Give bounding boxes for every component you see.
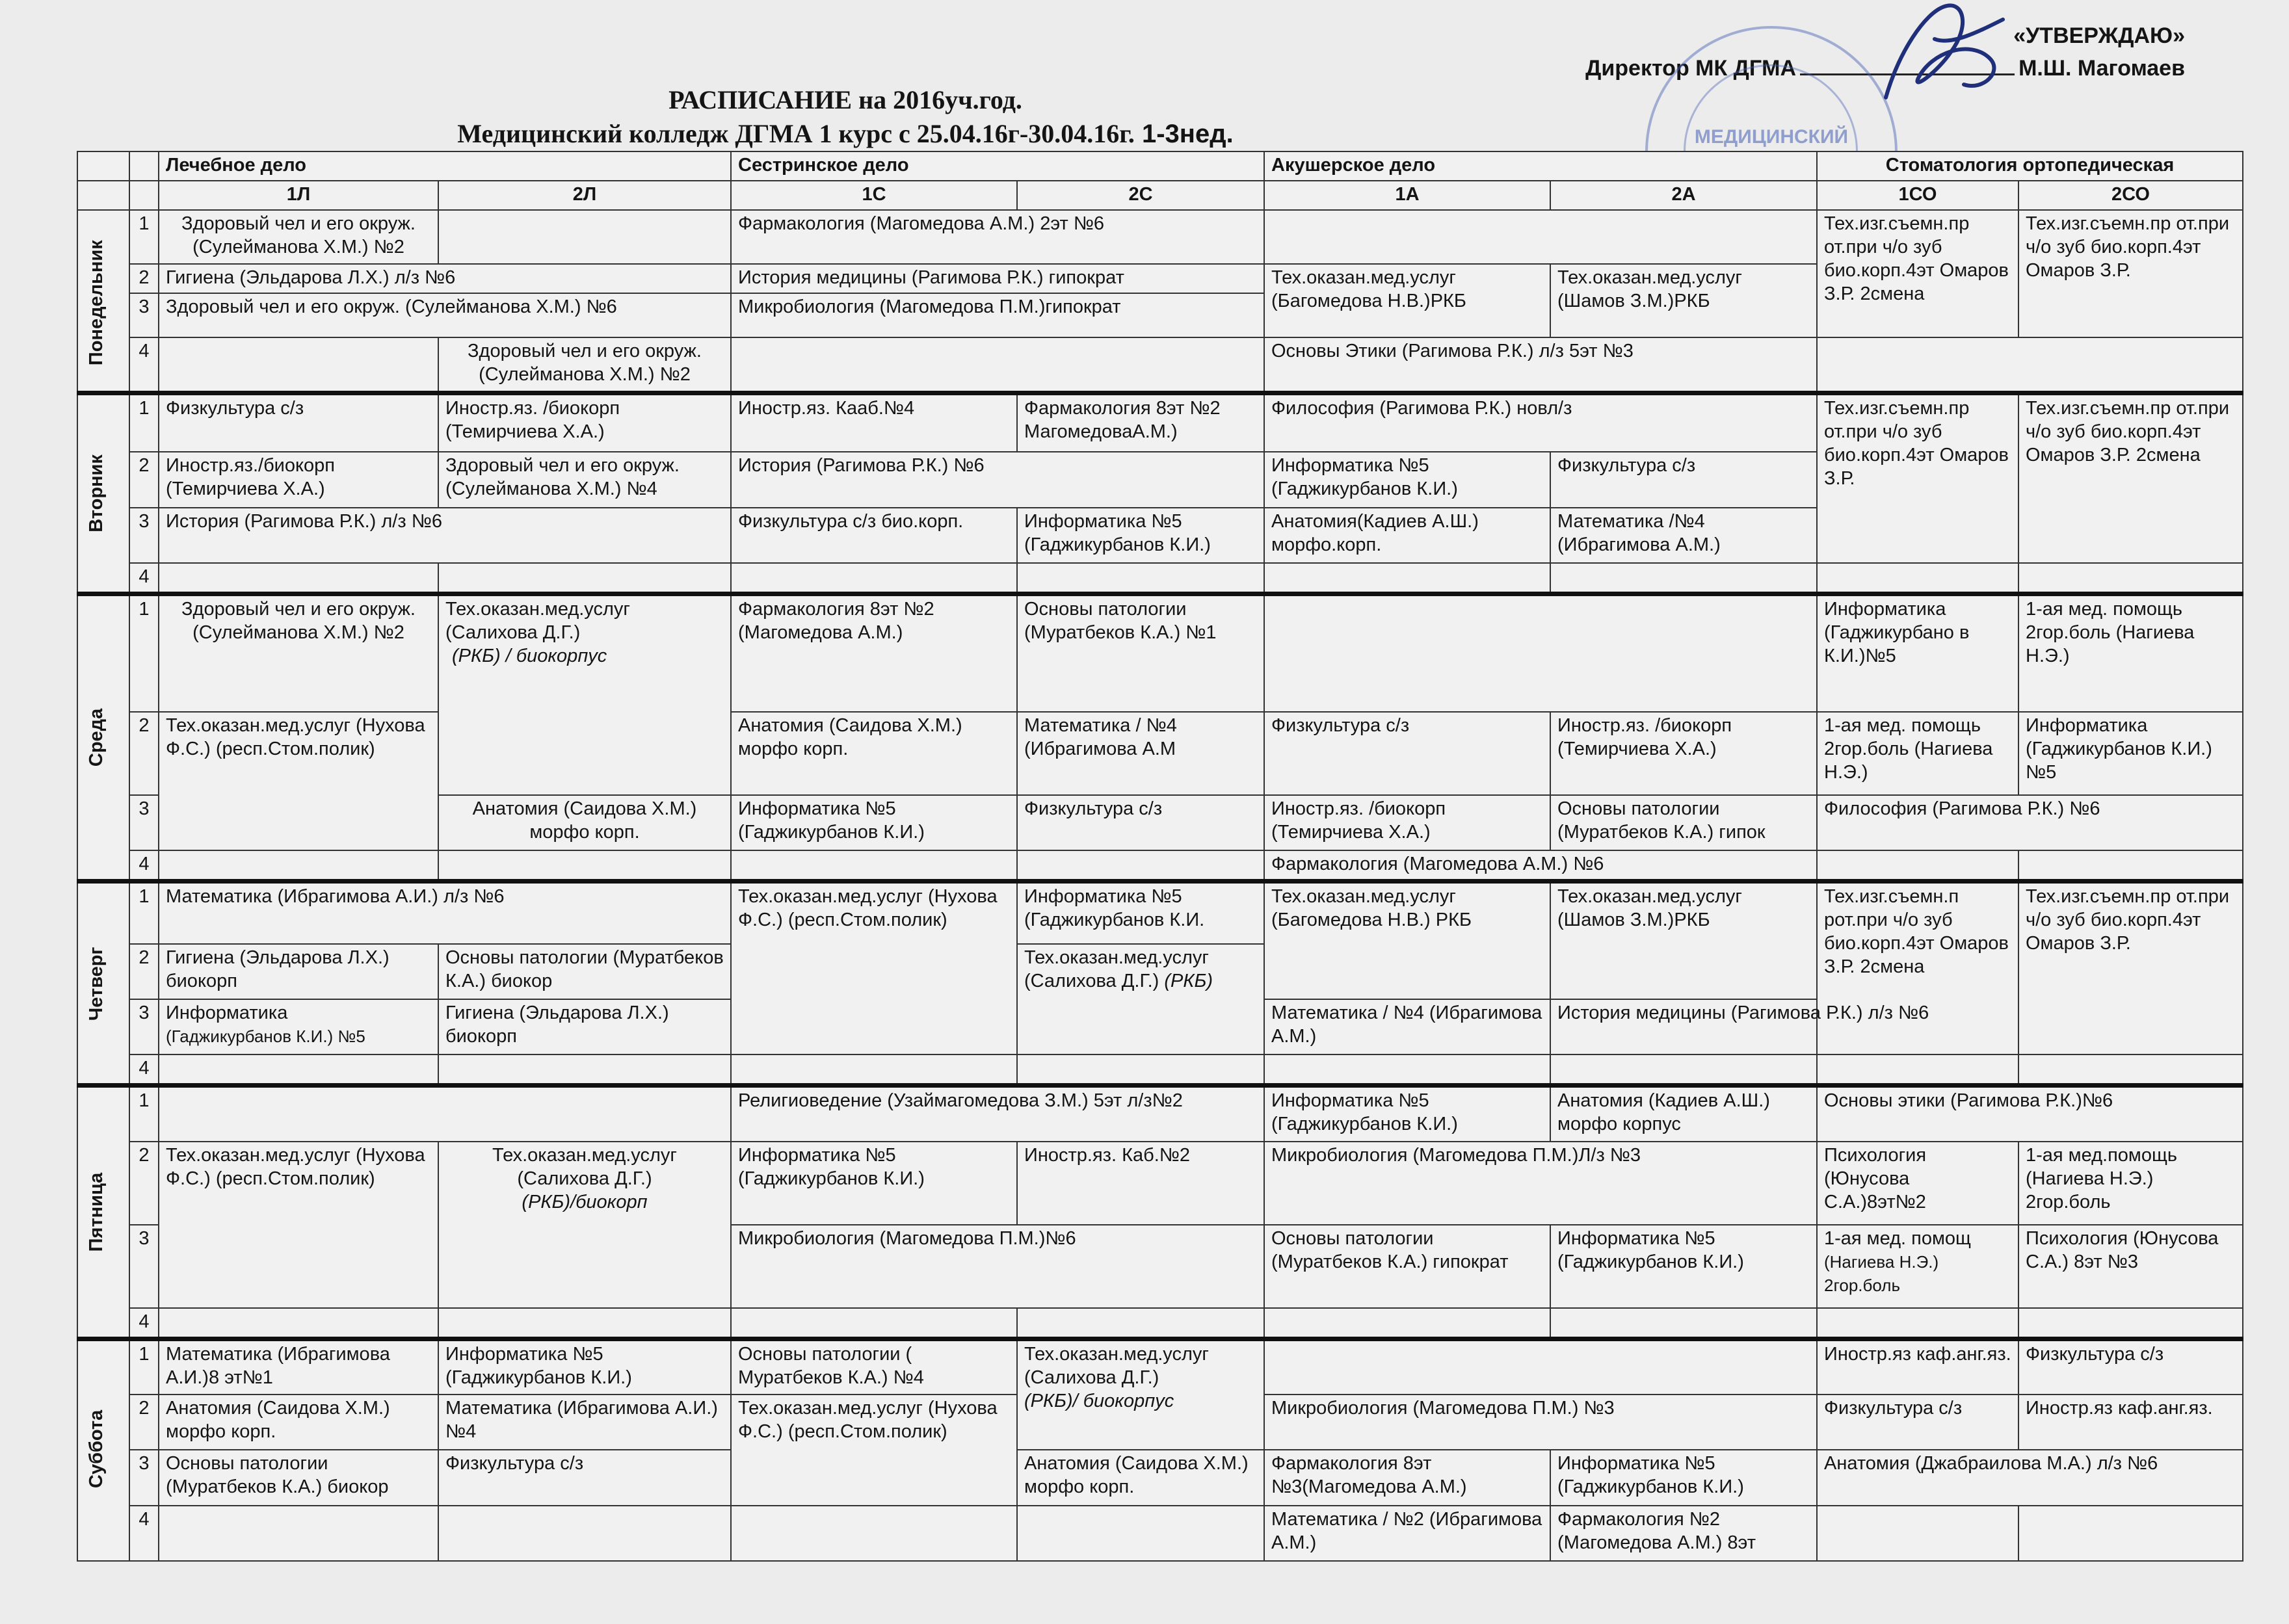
fri-4-1a xyxy=(1264,1308,1550,1339)
fri-4-1c xyxy=(731,1308,1017,1339)
thu-3-1l xyxy=(159,999,438,1054)
mon-1-1co: Тех.изг.съемн.пр от.при ч/о зуб био.корп.4эт Омаров З.Р. 2смена xyxy=(1817,210,2018,337)
lesson-num: 4 xyxy=(129,1054,159,1085)
mon-2-c: История медицины (Рагимова Р.К.) гипократ xyxy=(731,264,1264,293)
group-2co: 2СО xyxy=(2018,181,2243,210)
tue-2-1l: Иностр.яз./биокорп (Темирчиева Х.А.) xyxy=(159,452,438,507)
day-saturday: Суббота xyxy=(77,1339,129,1561)
thu-4-2c xyxy=(1017,1054,1264,1085)
thu-2-2c-text: Тех.оказан.мед.услуг (Салихова Д.Г.) xyxy=(1024,947,1209,991)
thu-1-l: Математика (Ибрагимова А.И.) л/з №6 xyxy=(159,882,731,944)
sat-1-2co: Физкультура с/з xyxy=(2018,1339,2243,1395)
lesson-num: 3 xyxy=(129,293,159,337)
thu-2-2c xyxy=(1017,944,1264,1055)
sat-2-2l: Математика (Ибрагимова А.И.)№4 xyxy=(438,1395,731,1450)
fri-row-2 xyxy=(77,1142,2243,1225)
sat-3-co: Анатомия (Джабраилова М.А.) л/з №6 xyxy=(1817,1450,2243,1505)
tue-3-1a: Анатомия(Кадиев А.Ш.) морфо.корп. xyxy=(1264,508,1550,563)
group-1c: 1С xyxy=(731,181,1017,210)
wed-1-1c: Фармакология 8эт №2 (Магомедова А.М.) xyxy=(731,594,1017,711)
thu-1-1a: Тех.оказан.мед.услуг (Багомедова Н.В.) РКБ xyxy=(1264,882,1550,999)
sat-row-4 xyxy=(77,1506,2243,1561)
thu-1-2a: Тех.оказан.мед.услуг (Шамов З.М.)РКБ xyxy=(1550,882,1817,999)
tue-3-2a: Математика /№4 (Ибрагимова А.М.) xyxy=(1550,508,1817,563)
lesson-num: 4 xyxy=(129,850,159,881)
tue-1-2co: Тех.изг.съемн.пр от.при ч/о зуб био.корп.4эт Омаров З.Р. 2смена xyxy=(2018,393,2243,563)
mon-4-1l xyxy=(159,337,438,393)
fri-1-1a: Информатика №5 (Гаджикурбанов К.И.) xyxy=(1264,1086,1550,1142)
thu-1-2c: Информатика №5 (Гаджикурбанов К.И. xyxy=(1017,882,1264,944)
wed-2-1c: Анатомия (Саидова Х.М.) морфо корп. xyxy=(731,712,1017,795)
fri-3-1co-teacher: (Нагиева Н.Э.) 2гор.боль xyxy=(1824,1251,1939,1295)
title-line-1: РАСПИСАНИЕ на 2016уч.год. xyxy=(668,85,1022,114)
fri-4-2co xyxy=(2018,1308,2243,1339)
tue-1-1co: Тех.изг.съемн.пр от.при ч/о зуб био.корп.4эт Омаров З.Р. xyxy=(1817,393,2018,563)
lesson-num: 4 xyxy=(129,563,159,594)
fri-3-1a: Основы патологии (Муратбеков К.А.) гипократ xyxy=(1264,1225,1550,1308)
sat-4-2c xyxy=(1017,1506,1264,1561)
fri-4-2a xyxy=(1550,1308,1817,1339)
sat-4-1l xyxy=(159,1506,438,1561)
fri-2-a: Микробиология (Магомедова П.М.)Л/з №3 xyxy=(1264,1142,1817,1225)
wed-1-2l xyxy=(438,594,731,794)
fri-3-1co xyxy=(1817,1225,2018,1308)
thu-4-1l xyxy=(159,1054,438,1085)
header-specialty-stomatology: Стоматология ортопедическая xyxy=(1817,151,2243,181)
fri-2-1l: Тех.оказан.мед.услуг (Нухова Ф.С.) (респ.Стом.полик) xyxy=(159,1142,438,1308)
lesson-num: 2 xyxy=(129,944,159,999)
sat-1-2c-text: Тех.оказан.мед.услуг (Салихова Д.Г.) xyxy=(1024,1343,1209,1388)
tue-2-2l: Здоровый чел и его окруж. (Сулейманова Х.М.) №4 xyxy=(438,452,731,507)
approval-position: Директор МК ДГМА xyxy=(1585,56,1797,81)
header-row-groups xyxy=(77,181,2243,210)
thu-4-1c xyxy=(731,1054,1017,1085)
wed-3-co: Философия (Рагимова Р.К.) №6 xyxy=(1817,795,2243,850)
group-2l: 2Л xyxy=(438,181,731,210)
approval-label: «УТВЕРЖДАЮ» xyxy=(2013,23,2185,48)
thu-3-2l: Гигиена (Эльдарова Л.Х.) биокорп xyxy=(438,999,731,1054)
lesson-num: 2 xyxy=(129,452,159,507)
thu-1-1co: Тех.изг.съемн.п рот.при ч/о зуб био.корп.4эт Омаров З.Р. 2смена xyxy=(1817,882,2018,1055)
fri-2-1co: Психология (Юнусова С.А.)8эт№2 xyxy=(1817,1142,2018,1225)
wed-4-2l xyxy=(438,850,731,881)
wed-4-2co xyxy=(2018,850,2243,881)
lesson-num: 2 xyxy=(129,1142,159,1225)
fri-3-c: Микробиология (Магомедова П.М.)№6 xyxy=(731,1225,1264,1308)
fri-2-2c: Иностр.яз. Каб.№2 xyxy=(1017,1142,1264,1225)
tue-4-2co xyxy=(2018,563,2243,594)
mon-row-1 xyxy=(77,210,2243,264)
sat-3-2l: Физкультура с/з xyxy=(438,1450,731,1505)
day-wednesday: Среда xyxy=(77,594,129,881)
wed-3-1a: Иностр.яз. /биокорп (Темирчиева Х.А.) xyxy=(1264,795,1550,850)
tue-2-1a: Информатика №5 (Гаджикурбанов К.И.) xyxy=(1264,452,1550,507)
title-line-2-text: Медицинский колледж ДГМА 1 курс с 25.04.16г-30.04.16г. xyxy=(457,119,1135,148)
lesson-num: 3 xyxy=(129,1225,159,1308)
wed-4-a: Фармакология (Магомедова А.М.) №6 xyxy=(1264,850,1817,881)
group-1a: 1А xyxy=(1264,181,1550,210)
sat-4-1a: Математика / №2 (Ибрагимова А.М.) xyxy=(1264,1506,1550,1561)
fri-1-2a: Анатомия (Кадиев А.Ш.) морфо корпус xyxy=(1550,1086,1817,1142)
tue-4-2c xyxy=(1017,563,1264,594)
thu-2-2l: Основы патологии (Муратбеков К.А.) биокор xyxy=(438,944,731,999)
wed-4-1l xyxy=(159,850,438,881)
sat-row-1 xyxy=(77,1339,2243,1395)
sat-1-2c-place: (РКБ)/ биокорпус xyxy=(1024,1390,1174,1411)
stamp-text: МЕДИЦИНСКИЙ xyxy=(1694,126,1849,148)
fri-row-4 xyxy=(77,1308,2243,1339)
tue-2-2a: Физкультура с/з xyxy=(1550,452,1817,507)
wed-1-2c: Основы патологии (Муратбеков К.А.) №1 xyxy=(1017,594,1264,711)
mon-2-1a: Тех.оказан.мед.услуг (Багомедова Н.В.)РКБ xyxy=(1264,264,1550,337)
sat-4-2co xyxy=(2018,1506,2243,1561)
lesson-num: 1 xyxy=(129,594,159,711)
title-line-2 xyxy=(0,117,1691,151)
tue-4-1a xyxy=(1264,563,1550,594)
mon-4-a: Основы Этики (Рагимова Р.К.) л/з 5эт №3 xyxy=(1264,337,1817,393)
tue-1-1l: Физкультура с/з xyxy=(159,393,438,452)
fri-1-l xyxy=(159,1086,731,1142)
header-corner xyxy=(77,151,129,181)
tue-1-2c: Фармакология 8эт №2 МагомедоваА.М.) xyxy=(1017,393,1264,452)
wed-3-1c: Информатика №5 (Гаджикурбанов К.И.) xyxy=(731,795,1017,850)
sat-1-2l: Информатика №5 (Гаджикурбанов К.И.) xyxy=(438,1339,731,1395)
tue-1-1c: Иностр.яз. Кааб.№4 xyxy=(731,393,1017,452)
lesson-num: 4 xyxy=(129,1308,159,1339)
thu-4-2co xyxy=(2018,1054,2243,1085)
mon-1-c: Фармакология (Магомедова А.М.) 2эт №6 xyxy=(731,210,1264,264)
wed-1-1l: Здоровый чел и его окруж. (Сулейманова Х.М.) №2 xyxy=(159,594,438,711)
header-specialty-akusherskoe: Акушерское дело xyxy=(1264,151,1817,181)
sat-row-3 xyxy=(77,1450,2243,1505)
sat-2-1co: Физкультура с/з xyxy=(1817,1395,2018,1450)
wed-2-1a: Физкультура с/з xyxy=(1264,712,1550,795)
sat-3-1l: Основы патологии (Муратбеков К.А.) биокор xyxy=(159,1450,438,1505)
approval-name: М.Ш. Магомаев xyxy=(2018,56,2185,81)
wed-1-1co: Информатика (Гаджикурбано в К.И.)№5 xyxy=(1817,594,2018,711)
lesson-num: 3 xyxy=(129,1450,159,1505)
group-1co: 1СО xyxy=(1817,181,2018,210)
mon-1-1l: Здоровый чел и его окруж. (Сулейманова Х.М.) №2 xyxy=(159,210,438,264)
mon-4-2l: Здоровый чел и его окруж. (Сулейманова Х.М.) №2 xyxy=(438,337,731,393)
mon-4-co xyxy=(1817,337,2243,393)
mon-3-c: Микробиология (Магомедова П.М.)гипократ xyxy=(731,293,1264,337)
thu-4-2a xyxy=(1550,1054,1817,1085)
mon-row-4 xyxy=(77,337,2243,393)
sat-1-1c: Основы патологии ( Муратбеков К.А.) №4 xyxy=(731,1339,1017,1395)
thu-row-1 xyxy=(77,882,2243,944)
thu-4-1co xyxy=(1817,1054,2018,1085)
tue-3-2c: Информатика №5 (Гаджикурбанов К.И.) xyxy=(1017,508,1264,563)
mon-3-l: Здоровый чел и его окруж. (Сулейманова Х.М.) №6 xyxy=(159,293,731,337)
sat-2-a: Микробиология (Магомедова П.М.) №3 xyxy=(1264,1395,1817,1450)
fri-2-1c: Информатика №5 (Гаджикурбанов К.И.) xyxy=(731,1142,1017,1225)
fri-2-2l-text: Тех.оказан.мед.услуг (Салихова Д.Г.) xyxy=(492,1144,677,1189)
wed-3-2l: Анатомия (Саидова Х.М.) морфо корп. xyxy=(438,795,731,850)
thu-1-2co: Тех.изг.съемн.пр от.при ч/о зуб био.корп.4эт Омаров З.Р. xyxy=(2018,882,2243,1055)
header-corner-num-2 xyxy=(129,181,159,210)
wed-4-2c xyxy=(1017,850,1264,881)
sat-1-1co: Иностр.яз каф.анг.яз. xyxy=(1817,1339,2018,1395)
wed-2-2co: Информатика (Гаджикурбанов К.И.)№5 xyxy=(2018,712,2243,795)
sat-4-2l xyxy=(438,1506,731,1561)
fri-4-1co xyxy=(1817,1308,2018,1339)
day-friday: Пятница xyxy=(77,1086,129,1339)
header-specialty-sestrinskoe: Сестринское дело xyxy=(731,151,1264,181)
sat-4-1co xyxy=(1817,1506,2018,1561)
document-title xyxy=(0,83,1691,151)
sat-2-1c: Тех.оказан.мед.услуг (Нухова Ф.С.) (респ.Стом.полик) xyxy=(731,1395,1017,1506)
fri-row-1 xyxy=(77,1086,2243,1142)
thu-1-1c: Тех.оказан.мед.услуг (Нухова Ф.С.) (респ.Стом.полик) xyxy=(731,882,1017,1055)
fri-3-2a: Информатика №5 (Гаджикурбанов К.И.) xyxy=(1550,1225,1817,1308)
wed-1-2l-text: Тех.оказан.мед.услуг (Салихова Д.Г.) xyxy=(445,598,630,643)
lesson-num: 3 xyxy=(129,795,159,850)
tue-1-a: Философия (Рагимова Р.К.) новл/з xyxy=(1264,393,1817,452)
lesson-num: 3 xyxy=(129,999,159,1054)
lesson-num: 2 xyxy=(129,712,159,795)
thu-2-2c-place: (РКБ) xyxy=(1164,970,1213,991)
tue-4-1l xyxy=(159,563,438,594)
lesson-num: 4 xyxy=(129,337,159,393)
sat-4-2a: Фармакология №2 (Магомедова А.М.) 8эт xyxy=(1550,1506,1817,1561)
fri-3-1co-subject: 1-ая мед. помощ xyxy=(1824,1227,1971,1249)
group-1l: 1Л xyxy=(159,181,438,210)
lesson-num: 2 xyxy=(129,1395,159,1450)
fri-3-2co: Психология (Юнусова С.А.) 8эт №3 xyxy=(2018,1225,2243,1308)
wed-row-1 xyxy=(77,594,2243,711)
lesson-num: 3 xyxy=(129,508,159,563)
thu-row-4 xyxy=(77,1054,2243,1085)
lesson-num: 1 xyxy=(129,210,159,264)
thu-3-1c: Математика / №4 (Ибрагимова А.М.) xyxy=(1264,999,1550,1054)
wed-2-2a: Иностр.яз. /биокорп (Темирчиева Х.А.) xyxy=(1550,712,1817,795)
tue-4-1c xyxy=(731,563,1017,594)
tue-3-l: История (Рагимова Р.К.) л/з №6 xyxy=(159,508,731,563)
group-2c: 2С xyxy=(1017,181,1264,210)
tue-2-c: История (Рагимова Р.К.) №6 xyxy=(731,452,1264,507)
tue-4-2l xyxy=(438,563,731,594)
lesson-num: 1 xyxy=(129,393,159,452)
fri-4-2l xyxy=(438,1308,731,1339)
wed-1-2co: 1-ая мед. помощь 2гор.боль (Нагиева Н.Э.) xyxy=(2018,594,2243,711)
header-corner-num xyxy=(129,151,159,181)
wed-4-1c xyxy=(731,850,1017,881)
wed-1-a xyxy=(1264,594,1817,711)
schedule-table xyxy=(77,151,2243,1562)
header-corner-2 xyxy=(77,181,129,210)
fri-2-2l xyxy=(438,1142,731,1308)
thu-3-1l-teacher: (Гаджикурбанов К.И.) №5 xyxy=(166,1026,365,1046)
lesson-num: 1 xyxy=(129,882,159,944)
header-row-specialties xyxy=(77,151,2243,181)
lesson-num: 4 xyxy=(129,1506,159,1561)
sat-2-1l: Анатомия (Саидова Х.М.) морфо корп. xyxy=(159,1395,438,1450)
fri-2-2co: 1-ая мед.помощь (Нагиева Н.Э.) 2гор.боль xyxy=(2018,1142,2243,1225)
title-week: 1-3нед. xyxy=(1134,120,1234,148)
fri-1-c: Религиоведение (Узаймагомедова З.М.) 5эт л/з№2 xyxy=(731,1086,1264,1142)
wed-row-2 xyxy=(77,712,2243,795)
wed-3-2a: Основы патологии (Муратбеков К.А.) гипок xyxy=(1550,795,1817,850)
thu-3-1l-subject: Информатика xyxy=(166,1002,288,1023)
mon-2-2a: Тех.оказан.мед.услуг (Шамов З.М.)РКБ xyxy=(1550,264,1817,337)
thu-2-1l: Гигиена (Эльдарова Л.Х.) биокорп xyxy=(159,944,438,999)
day-monday: Понедельник xyxy=(77,210,129,393)
sat-2-2co: Иностр.яз каф.анг.яз. xyxy=(2018,1395,2243,1450)
wed-1-2l-place: (РКБ) / биокорпус xyxy=(452,645,607,666)
header-specialty-lechebnoe: Лечебное дело xyxy=(159,151,731,181)
signature-mark xyxy=(1873,0,2016,111)
day-tuesday: Вторник xyxy=(77,393,129,594)
lesson-num: 2 xyxy=(129,264,159,293)
thu-3-a: История медицины (Рагимова Р.К.) л/з №6 xyxy=(1550,999,2018,1054)
tue-4-1co xyxy=(1817,563,2018,594)
wed-4-1co xyxy=(1817,850,2018,881)
sat-1-2c xyxy=(1017,1339,1264,1450)
day-thursday: Четверг xyxy=(77,882,129,1086)
thu-4-2l xyxy=(438,1054,731,1085)
wed-row-4 xyxy=(77,850,2243,881)
mon-1-a xyxy=(1264,210,1817,264)
tue-row-1 xyxy=(77,393,2243,452)
sat-1-1l: Математика (Ибрагимова А.И.)8 эт№1 xyxy=(159,1339,438,1395)
sat-3-2c: Анатомия (Саидова Х.М.) морфо корп. xyxy=(1017,1450,1264,1505)
tue-3-1c: Физкультура с/з био.корп. xyxy=(731,508,1017,563)
wed-3-2c: Физкультура с/з xyxy=(1017,795,1264,850)
wed-2-1co: 1-ая мед. помощь 2гор.боль (Нагиева Н.Э.) xyxy=(1817,712,2018,795)
mon-2-l: Гигиена (Эльдарова Л.Х.) л/з №6 xyxy=(159,264,731,293)
mon-1-2l xyxy=(438,210,731,264)
thu-4-1a xyxy=(1264,1054,1550,1085)
lesson-num: 1 xyxy=(129,1339,159,1395)
mon-1-2co: Тех.изг.съемн.пр от.при ч/о зуб био.корп.4эт Омаров З.Р. xyxy=(2018,210,2243,337)
tue-1-2l: Иностр.яз. /биокорп (Темирчиева Х.А.) xyxy=(438,393,731,452)
sat-3-1a: Фармакология 8эт №3(Магомедова А.М.) xyxy=(1264,1450,1550,1505)
lesson-num: 1 xyxy=(129,1086,159,1142)
mon-4-c xyxy=(731,337,1264,393)
sat-3-2a: Информатика №5 (Гаджикурбанов К.И.) xyxy=(1550,1450,1817,1505)
fri-4-1l xyxy=(159,1308,438,1339)
wed-2-1l: Тех.оказан.мед.услуг (Нухова Ф.С.) (респ.Стом.полик) xyxy=(159,712,438,850)
fri-1-co: Основы этики (Рагимова Р.К.)№6 xyxy=(1817,1086,2243,1142)
fri-2-2l-place: (РКБ)/биокорп xyxy=(522,1191,648,1212)
tue-row-4 xyxy=(77,563,2243,594)
group-2a: 2А xyxy=(1550,181,1817,210)
sat-4-1c xyxy=(731,1506,1017,1561)
fri-4-2c xyxy=(1017,1308,1264,1339)
wed-2-2c: Математика / №4 (Ибрагимова А.М xyxy=(1017,712,1264,795)
sat-1-a xyxy=(1264,1339,1817,1395)
tue-4-2a xyxy=(1550,563,1817,594)
